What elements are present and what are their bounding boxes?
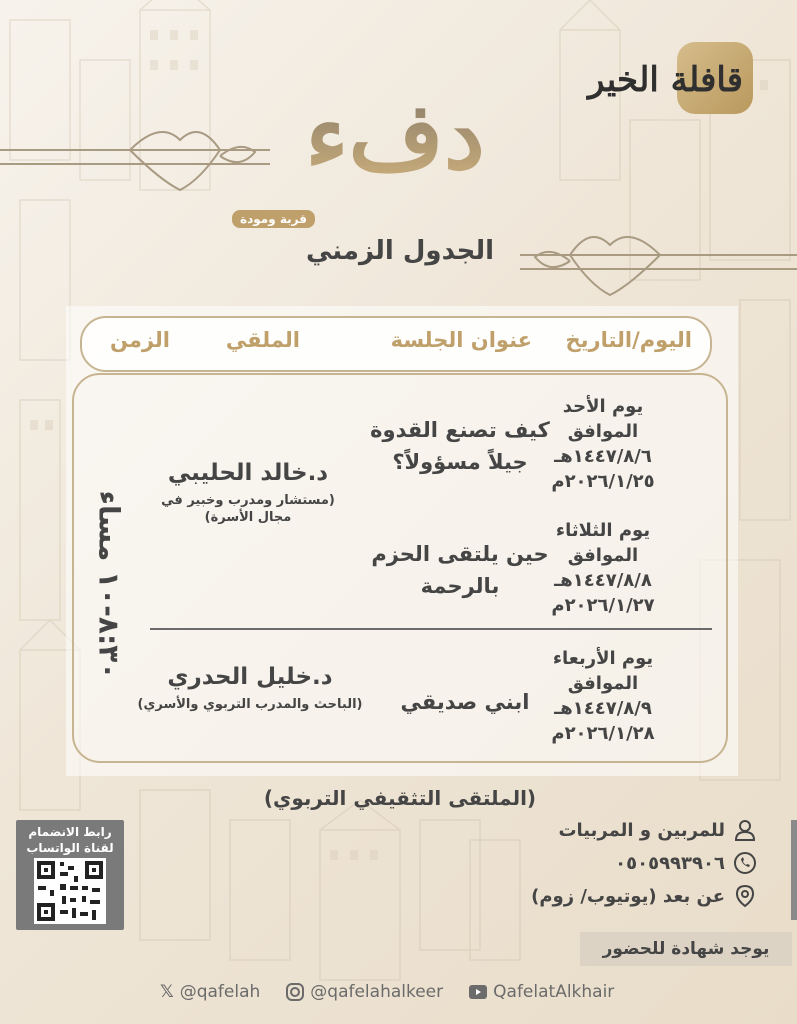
row-2-hijri: ١٤٤٧/٨/٨هـ <box>554 570 652 591</box>
brand-logo <box>588 40 753 130</box>
social-youtube[interactable] <box>469 982 614 1002</box>
person-icon <box>733 818 757 842</box>
row-2-agreed: الموافق <box>567 545 639 566</box>
row-1-day: يوم الأحد <box>562 396 644 417</box>
whatsapp-label-line2: لقناة الواتساب <box>26 841 114 855</box>
campaign-title-text: دفء <box>270 90 520 182</box>
table-divider <box>150 628 712 630</box>
session-time <box>74 470 144 700</box>
row-3-gregorian: ٢٠٢٦/١/٢٨م <box>551 723 655 744</box>
campaign-title <box>270 60 520 210</box>
table-header <box>80 316 712 372</box>
social-instagram[interactable] <box>286 982 443 1002</box>
row-1-agreed: الموافق <box>567 421 639 442</box>
speaker-1 <box>148 460 348 526</box>
header-session-title: عنوان الجلسة <box>390 328 532 352</box>
brand-name: قافلة الخير <box>588 60 743 100</box>
speaker-2-desc: (الباحث والمدرب التربوي والأسري) <box>137 697 363 712</box>
audience-info <box>558 818 757 842</box>
audience-text: للمربين و المربيات <box>558 819 725 841</box>
social-x[interactable] <box>160 982 260 1002</box>
row-2-day: يوم الثلاثاء <box>555 520 651 541</box>
row-3-hijri: ١٤٤٧/٨/٩هـ <box>554 698 652 719</box>
location-pin-icon <box>733 884 757 908</box>
row-2-gregorian: ٢٠٢٦/١/٢٧م <box>551 595 655 616</box>
side-accent-bar <box>791 820 797 920</box>
row-3-day: يوم الأربعاء <box>552 648 654 669</box>
whatsapp-qr-label <box>16 824 124 856</box>
row-3-agreed: الموافق <box>567 673 639 694</box>
instagram-icon <box>286 983 304 1001</box>
location-text: عن بعد (يوتيوب/ زوم) <box>531 885 725 907</box>
schedule-title: الجدول الزمني <box>305 236 495 266</box>
youtube-icon <box>469 985 487 999</box>
right-heart-ornament <box>500 225 797 305</box>
header-day-date: اليوم/التاريخ <box>565 328 692 352</box>
phone-info[interactable] <box>615 851 757 875</box>
row-1-hijri: ١٤٤٧/٨/٦هـ <box>554 446 652 467</box>
phone-number[interactable]: ٠٥٠٥٩٩٣٩٠٦ <box>615 852 725 874</box>
certificate-note: يوجد شهادة للحضور <box>580 932 792 966</box>
row-1-gregorian: ٢٠٢٦/١/٢٥م <box>551 471 655 492</box>
speaker-2 <box>120 664 380 713</box>
whatsapp-icon <box>733 851 757 875</box>
row-2-session: حين يلتقى الحزم بالرحمة <box>371 542 549 598</box>
header-time: الزمن <box>109 328 170 352</box>
social-youtube-handle[interactable]: QafelatAlkhair <box>493 982 615 1002</box>
forum-name: (الملتقى التثقيفي التربوي) <box>263 786 537 810</box>
social-instagram-handle[interactable]: @qafelahalkeer <box>310 982 444 1002</box>
whatsapp-qr-box[interactable] <box>16 820 124 930</box>
session-time-text: ٨:٣٠-١٠ مساء <box>92 490 126 680</box>
location-info <box>531 884 757 908</box>
left-heart-ornament <box>0 120 290 200</box>
speaker-2-name: د.خليل الحدري <box>167 664 333 690</box>
social-links <box>160 982 614 1002</box>
speaker-1-name: د.خالد الحليبي <box>167 460 329 486</box>
social-x-handle[interactable]: @qafelah <box>179 982 261 1002</box>
qr-code-icon[interactable] <box>34 858 106 924</box>
x-icon: 𝕏 <box>160 982 174 1002</box>
row-1-session: كيف تصنع القدوة جيلاً مسؤولاً؟ <box>370 418 550 474</box>
speaker-1-desc: (مستشار ومدرب وخبير في مجال الأسرة) <box>161 493 335 525</box>
whatsapp-label-line1: رابط الانضمام <box>28 825 112 839</box>
campaign-tagline: قربة ومودة <box>232 210 315 228</box>
header-speaker: الملقي <box>225 328 300 352</box>
row-3-session: ابني صديقي <box>400 690 530 714</box>
